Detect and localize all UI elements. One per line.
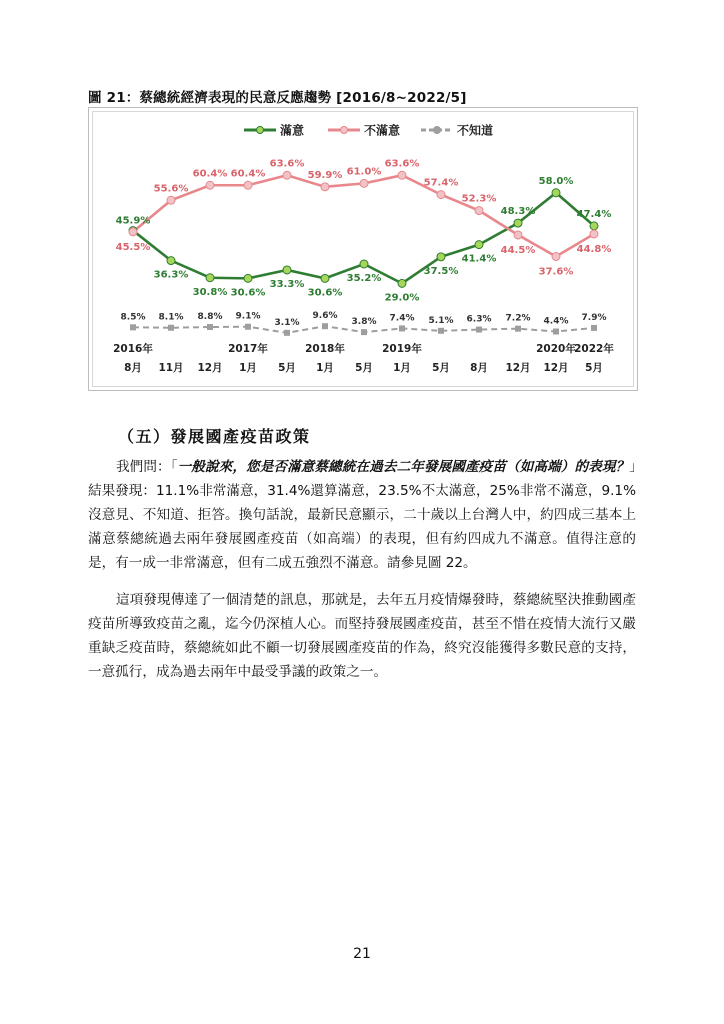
x-year-label-13: 2022年: [574, 343, 614, 355]
label-dissatisfied-11: 44.5%: [500, 244, 536, 256]
x-month-label-13: 5月: [585, 362, 603, 374]
point-dissatisfied-11: [514, 231, 522, 239]
label-dissatisfied-13: 44.8%: [576, 244, 612, 255]
page-number: 21: [353, 946, 371, 962]
point-satisfied-9: [437, 253, 445, 261]
label-satisfied-11: 48.3%: [500, 206, 536, 218]
point-satisfied-11: [514, 219, 522, 227]
point-unknown-10: [476, 327, 482, 333]
point-unknown-2: [168, 325, 174, 331]
chart-frame: [88, 107, 638, 391]
chart-area: [92, 111, 634, 387]
point-dissatisfied-10: [475, 207, 483, 215]
point-satisfied-4: [244, 274, 252, 282]
label-satisfied-12: 58.0%: [538, 175, 574, 187]
point-dissatisfied-9: [437, 191, 445, 199]
point-satisfied-5: [283, 266, 291, 274]
point-unknown-9: [438, 328, 444, 334]
label-unknown-11: 7.2%: [505, 313, 531, 324]
label-dissatisfied-5: 63.6%: [269, 158, 305, 170]
label-satisfied-5: 33.3%: [269, 278, 305, 290]
point-satisfied-3: [206, 274, 214, 282]
point-satisfied-2: [167, 257, 175, 265]
label-unknown-8: 7.4%: [389, 313, 415, 324]
label-unknown-13: 7.9%: [581, 312, 607, 323]
point-dissatisfied-12: [552, 253, 560, 261]
paragraph-1-lead: 我們問：「: [116, 459, 178, 475]
point-dissatisfied-6: [321, 183, 329, 191]
label-satisfied-1: 45.9%: [115, 215, 151, 227]
label-dissatisfied-10: 52.3%: [461, 193, 497, 205]
x-year-label-4: 2017年: [228, 343, 268, 355]
label-satisfied-13: 47.4%: [576, 208, 612, 220]
x-month-label-7: 5月: [355, 362, 373, 374]
paragraph-1: [88, 455, 636, 575]
x-year-label-12: 2020年: [536, 343, 576, 355]
point-dissatisfied-4: [244, 181, 252, 189]
label-unknown-5: 3.1%: [274, 317, 300, 328]
label-dissatisfied-8: 63.6%: [384, 158, 420, 170]
label-unknown-2: 8.1%: [158, 312, 184, 323]
point-unknown-6: [322, 323, 328, 329]
point-satisfied-12: [552, 189, 560, 197]
x-month-label-12: 12月: [543, 362, 569, 374]
label-unknown-9: 5.1%: [428, 315, 454, 326]
x-year-label-1: 2016年: [113, 343, 153, 355]
label-dissatisfied-2: 55.6%: [153, 183, 189, 195]
x-month-label-10: 8月: [470, 362, 488, 374]
label-satisfied-9: 37.5%: [423, 265, 459, 277]
point-unknown-12: [553, 329, 559, 335]
label-satisfied-8: 29.0%: [384, 292, 420, 304]
x-year-label-8: 2019年: [382, 343, 422, 355]
point-satisfied-13: [590, 222, 598, 230]
x-month-label-9: 5月: [432, 362, 450, 374]
point-unknown-13: [591, 325, 597, 331]
section-heading: （五）發展國產疫苗政策: [118, 427, 311, 446]
label-satisfied-2: 36.3%: [153, 269, 189, 281]
point-satisfied-10: [475, 241, 483, 249]
label-dissatisfied-7: 61.0%: [346, 166, 382, 178]
point-dissatisfied-13: [590, 230, 598, 238]
point-dissatisfied-1: [129, 228, 137, 236]
legend-label-1: 滿意: [280, 123, 305, 138]
legend-marker-2: [341, 127, 348, 134]
point-unknown-4: [245, 324, 251, 330]
legend-marker-1: [257, 127, 264, 134]
paragraph-1-rest: 」結果發現：11.1%非常滿意，31.4%還算滿意，23.5%不太滿意，25%非常不滿意，9.1%沒意見、不知道、拒答。換句話說，最新民意顯示，二十歲以上台灣人中，約四成三基本上滿意蔡總統過去兩年發展國產疫苗（如高端）的表現，但有約四成九不滿意。值得注意的是，有一成一非常滿意，但有二成五強烈不滿意。請參見圖 22。: [88, 459, 636, 571]
point-unknown-11: [515, 326, 521, 332]
label-unknown-10: 6.3%: [466, 314, 492, 325]
label-unknown-7: 3.8%: [351, 317, 377, 328]
point-dissatisfied-3: [206, 181, 214, 189]
x-month-label-4: 1月: [239, 362, 257, 374]
label-dissatisfied-3: 60.4%: [192, 168, 228, 180]
point-unknown-3: [207, 324, 213, 330]
label-dissatisfied-1: 45.5%: [115, 241, 151, 253]
point-satisfied-6: [321, 274, 329, 282]
label-unknown-12: 4.4%: [543, 316, 569, 327]
x-month-label-2: 11月: [158, 362, 184, 374]
point-unknown-7: [361, 329, 367, 335]
legend-marker-3: [434, 127, 441, 134]
point-unknown-8: [399, 325, 405, 331]
label-unknown-1: 8.5%: [120, 312, 146, 323]
point-satisfied-7: [360, 260, 368, 268]
label-dissatisfied-6: 59.9%: [307, 169, 343, 181]
label-satisfied-3: 30.8%: [192, 286, 228, 298]
label-satisfied-4: 30.6%: [230, 287, 266, 299]
point-dissatisfied-7: [360, 179, 368, 187]
line-chart: [93, 112, 633, 386]
x-month-label-1: 8月: [124, 362, 142, 374]
legend-label-3: 不知道: [457, 123, 494, 138]
label-satisfied-6: 30.6%: [307, 287, 343, 299]
point-unknown-5: [284, 330, 290, 336]
paragraph-2: 這項發現傳達了一個清楚的訊息，那就是，去年五月疫情爆發時，蔡總統堅決推動國產疫苗所導致疫苗之亂，迄今仍深植人心。而堅持發展國產疫苗，甚至不惜在疫情大流行又嚴重缺乏疫苗時，蔡總統如此不顧一切發展國產疫苗的作為，終究沒能獲得多數民意的支持，一意孤行，成為過去兩年中最受爭議的政策之一。: [88, 592, 636, 680]
label-unknown-3: 8.8%: [197, 312, 223, 323]
x-month-label-5: 5月: [278, 362, 296, 374]
label-dissatisfied-4: 60.4%: [230, 168, 266, 180]
legend-label-2: 不滿意: [364, 123, 401, 138]
x-month-label-6: 1月: [316, 362, 334, 374]
label-satisfied-7: 35.2%: [346, 273, 382, 284]
figure-title: 圖 21：蔡總統經濟表現的民意反應趨勢 [2016/8~2022/5]: [88, 90, 467, 106]
x-month-label-8: 1月: [393, 362, 411, 374]
x-year-label-6: 2018年: [305, 343, 345, 355]
point-satisfied-8: [398, 279, 406, 287]
point-unknown-1: [130, 324, 136, 330]
point-dissatisfied-8: [398, 171, 406, 179]
label-satisfied-10: 41.4%: [461, 253, 497, 265]
x-month-label-3: 12月: [197, 362, 223, 374]
x-month-label-11: 12月: [505, 362, 531, 374]
label-dissatisfied-9: 57.4%: [423, 177, 459, 189]
survey-question: 一般說來，您是否滿意蔡總統在過去二年發展國產疫苗（如高端）的表現？: [177, 459, 630, 475]
point-dissatisfied-5: [283, 171, 291, 179]
point-dissatisfied-2: [167, 196, 175, 204]
label-unknown-6: 9.6%: [312, 311, 338, 322]
label-dissatisfied-12: 37.6%: [538, 266, 574, 278]
label-unknown-4: 9.1%: [235, 311, 261, 322]
